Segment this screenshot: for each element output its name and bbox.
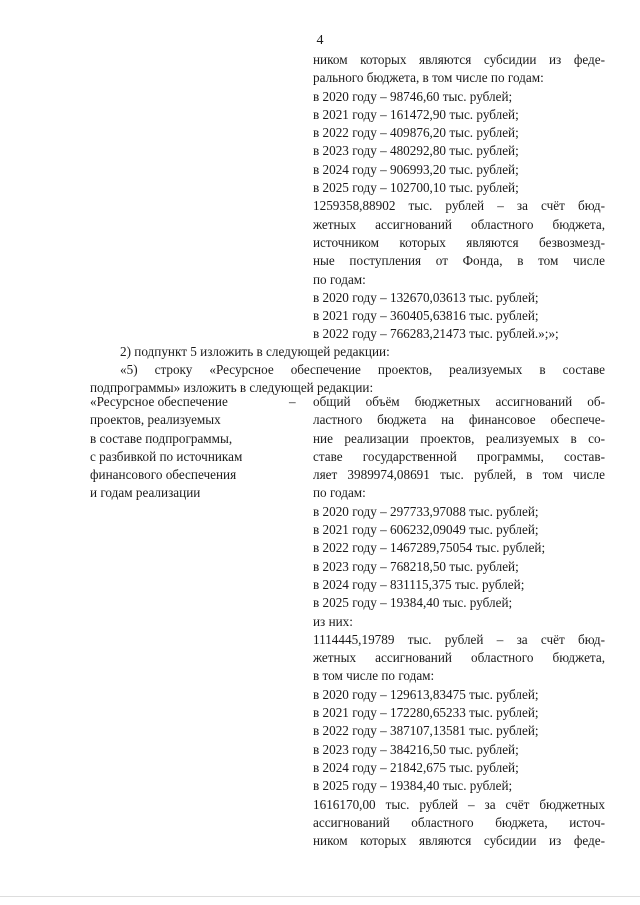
page-number: 4 [316,33,324,48]
text-line: жетных ассигнований областного бюджета, [313,216,605,232]
text-line: в 2023 году – 384216,50 тыс. рублей; [313,741,519,757]
text-line: в 2020 году – 297733,97088 тыс. рублей; [313,503,539,519]
bottom-text-block [313,393,605,850]
text-line: источником которых являются безвозмезд- [313,234,605,250]
text-line: в 2021 году – 161472,90 тыс. рублей; [313,106,519,122]
text-line: в 2023 году – 768218,50 тыс. рублей; [313,558,519,574]
row-title-column [90,393,290,503]
paragraph-row-5-line-1: «5) строку «Ресурсное обеспечение проектов, реализуемых в составе [120,362,605,377]
text-line: 1616170,00 тыс. рублей – за счёт бюджетных [313,796,605,812]
text-line: в 2020 году – 132670,03613 тыс. рублей; [313,289,539,305]
text-line: в 2024 году – 906993,20 тыс. рублей; [313,161,519,177]
text-line: в 2025 году – 19384,40 тыс. рублей; [313,778,513,794]
text-line: ником которых являются субсидии из феде- [313,833,605,849]
scan-edge-line [0,896,640,897]
text-line: в 2025 году – 102700,10 тыс. рублей; [313,180,519,196]
text-line: 1114445,19789 тыс. рублей – за счёт бюд- [313,631,605,647]
text-line: в 2020 году – 98746,60 тыс. рублей; [313,88,513,104]
text-line: общий объём бюджетных ассигнований об- [313,394,605,409]
text-line: в 2022 году – 387107,13581 тыс. рублей; [313,723,539,739]
text-line: ляет 3989974,08691 тыс. рублей, в том числе [313,467,605,483]
text-line: с разбивкой по источникам [90,448,243,464]
text-line: в 2022 году – 766283,21473 тыс. рублей.»;»; [313,326,559,342]
text-line: финансового обеспечения [90,467,237,483]
text-line: и годам реализации [90,485,201,501]
text-line: ние реализации проектов, реализуемых в со- [313,430,605,446]
text-line: ластного бюджета на финансовое обеспече- [313,412,605,428]
text-line: в 2023 году – 480292,80 тыс. рублей; [313,143,519,159]
text-line: ником которых являются субсидии из феде- [313,52,605,67]
text-line: проектов, реализуемых [90,412,221,428]
top-text-block [313,51,605,344]
text-line: ассигнований областного бюджета, источ- [313,814,605,830]
paragraph-subitem-5: 2) подпункт 5 изложить в следующей редакции: [120,344,390,359]
text-line: рального бюджета, в том числе по годам: [313,70,544,86]
text-line: жетных ассигнований областного бюджета, [313,650,605,666]
text-line: в 2021 году – 172280,65233 тыс. рублей; [313,705,539,721]
text-line: в 2025 году – 19384,40 тыс. рублей; [313,595,513,611]
text-line: по годам: [313,485,366,501]
text-line: в составе подпрограммы, [90,430,233,446]
text-line: в 2020 году – 129613,83475 тыс. рублей; [313,686,539,702]
text-line: из них: [313,613,353,629]
text-line: по годам: [313,271,366,287]
paragraph-row-5-line-2: подпрограммы» изложить в следующей редакции: [90,380,374,395]
text-line: в 2021 году – 606232,09049 тыс. рублей; [313,522,539,538]
text-line: в 2024 году – 21842,675 тыс. рублей; [313,759,519,775]
text-line: в 2022 году – 1467289,75054 тыс. рублей; [313,540,546,556]
text-line: «Ресурсное обеспечение [90,394,228,409]
text-line: ные поступления от Фонда, в том числе [313,253,605,269]
text-line: в 2022 году – 409876,20 тыс. рублей; [313,125,519,141]
text-line: в 2024 году – 831115,375 тыс. рублей; [313,576,525,592]
text-line: 1259358,88902 тыс. рублей – за счёт бюд- [313,198,605,214]
column-separator-dash: – [289,394,296,409]
text-line: в том числе по годам: [313,668,435,684]
text-line: ставе государственной программы, состав- [313,448,605,464]
text-line: в 2021 году – 360405,63816 тыс. рублей; [313,308,539,324]
